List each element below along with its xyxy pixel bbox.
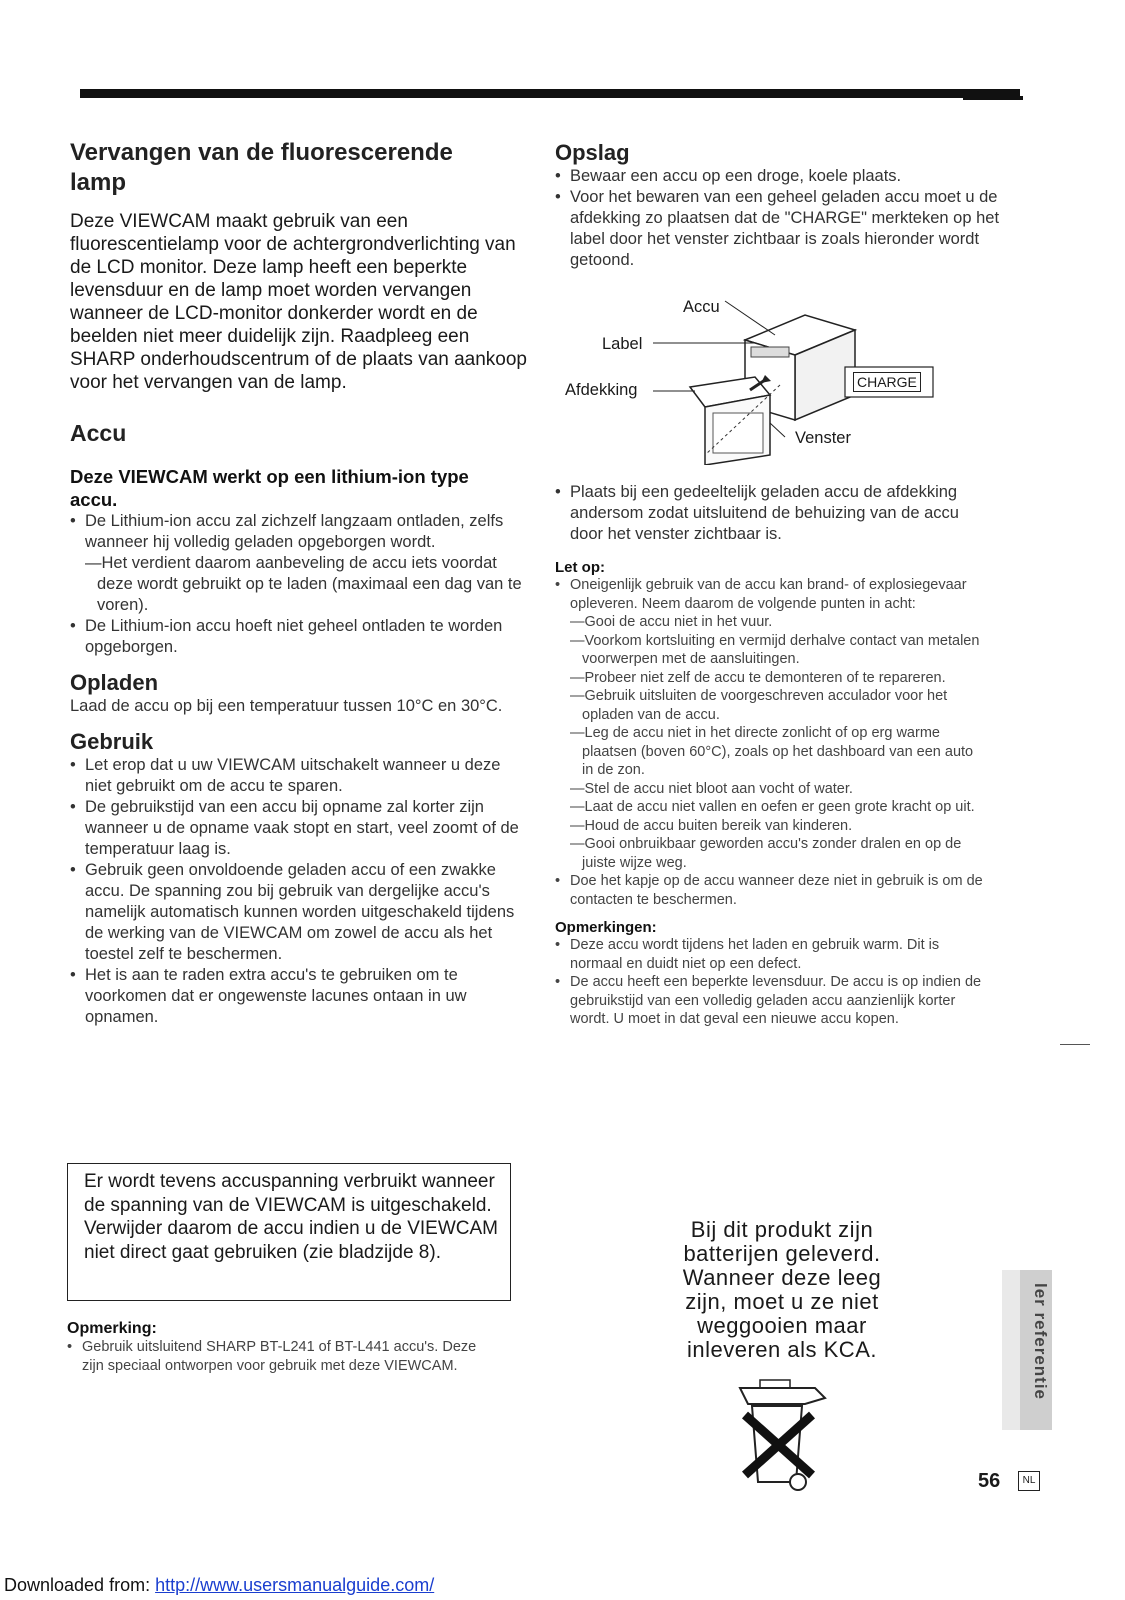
letop-dash: —Leg de accu niet in het directe zonlicht of op erg warme plaatsen (boven 60°C), zoals op het dashboard van een auto in de zon. (570, 725, 974, 778)
lamp-body: Deze VIEWCAM maakt gebruik van een fluorescentielamp voor de achtergrondverlichting van de LCD monitor. Deze lamp heeft een beperkte levensduur en de lamp moet worden vervangen wanneer de LCD-monitor donkerder wordt en de beelden niet meer duidelijk zijn. Raadpleeg een SHARP onderhoudscentrum of de plaats van aankoop voor het vervangen van de lamp. (70, 211, 528, 393)
list-item: • De gebruikstijd van een accu bij opname zal korter zijn wanneer u de opname vaak stopt en start, veel zoomt of de temperatuur laag is. (70, 797, 530, 860)
section-title-gebruik: Gebruik (70, 729, 154, 754)
edge-mark (1060, 1044, 1090, 1045)
list-item: • Gebruik geen onvoldoende geladen accu of een zwakke accu. De spanning zou bij gebruik van dergelijke accu's namelijk automatisch kunnen worden uitgeschakeld tijdens de werking van de VIEWCAM om zowel de accu als het toestel zelf te beschermen. (70, 860, 530, 965)
battery-cover-figure (555, 295, 955, 465)
figure-label-accu: Accu (683, 298, 720, 316)
footer-link[interactable]: http://www.usersmanualguide.com/ (155, 1575, 435, 1595)
letop-dash: —Voorkom kortsluiting en vermijd derhalve contact van metalen voorwerpen met de aansluitingen. (570, 632, 980, 667)
list-item: • Gebruik uitsluitend SHARP BT-L241 of BT-L441 accu's. Deze zijn speciaal ontworpen voor gebruik met deze VIEWCAM. (67, 1338, 497, 1375)
opmerking-block (67, 1320, 497, 1375)
letop-dash: —Laat de accu niet vallen en oefen er geen grote kracht op uit. (570, 799, 975, 815)
list-item: • Plaats bij een gedeeltelijk geladen accu de afdekking andersom zodat uitsluitend de behuizing van de accu door het venster zichtbaar is. (555, 482, 970, 545)
letop-dash: —Probeer niet zelf de accu te demonteren of te repareren. (570, 669, 946, 686)
accu-list (70, 511, 530, 658)
top-rule (80, 89, 1020, 98)
opmerkingen-list (555, 936, 985, 1029)
letop-dash: —Houd de accu buiten bereik van kinderen. (570, 817, 853, 834)
list-item: • Bewaar een accu op een droge, koele plaats. (555, 166, 1015, 187)
list-item: • Voor het bewaren van een geheel geladen accu moet u de afdekking zo plaatsen dat de "CHARGE" merkteken op het label door het venster zichtbaar is zoals hieronder wordt getoond. (555, 187, 1000, 271)
list-item: • De Lithium-ion accu hoeft niet geheel ontladen te worden opgeborgen. (70, 616, 530, 658)
gebruik-list (70, 755, 530, 1028)
accu-subtitle: Deze VIEWCAM werkt op een lithium-ion type accu. (70, 466, 469, 510)
opmerking-title: Opmerking: (67, 1320, 157, 1337)
left-column (70, 138, 530, 1028)
figure-label-venster: Venster (795, 429, 851, 447)
section-title-opslag: Opslag (555, 140, 630, 165)
opslag-list-2 (555, 482, 1015, 545)
right-column-lower (555, 482, 1015, 1029)
opmerkingen-title: Opmerkingen: (555, 919, 657, 936)
list-item: • Het is aan te raden extra accu's te gebruiken om te voorkomen dat er ongewenste lacunes ontaan in uw opnamen. (70, 965, 530, 1028)
letop-list (555, 576, 985, 909)
list-item: • Oneigenlijk gebruik van de accu kan brand- of explosiegevaar opleveren. Neem daarom de volgende punten in acht: —Gooi de accu niet in het vuur. —Voorkom kortsluiting en vermijd derhalve contact van metalen voorwerpen met de aansluitingen. —Probeer niet zelf de accu te demonteren of te repareren. —Gebruik uitsluiten de voorgeschreven acculador voor het opladen van de accu. —Leg de accu niet in het directe zonlicht of op erg warme plaatsen (boven 60°C), zoals op het dashboard van een auto in de zon. —Stel de accu niet bloot aan vocht of water. —Laat de accu niet vallen en oefen er geen grote kracht op uit. —Houd de accu buiten bereik van kinderen. —Gooi onbruikbaar geworden accu's zonder dralen en op de juiste wijze weg. (555, 576, 985, 872)
opslag-list (555, 166, 1015, 271)
list-item: • De accu heeft een beperkte levensduur. De accu is op indien de gebruikstijd van een volledig geladen accu aanzienlijk korter wordt. U moet in dat geval een nieuwe accu kopen. (555, 973, 985, 1029)
kca-notice: Bij dit produkt zijn batterijen geleverd. Wanneer deze leeg zijn, moet u ze niet weggooien maar inleveren als KCA. (682, 1217, 882, 1362)
figure-label-afdekking: Afdekking (565, 381, 638, 399)
note-box: Er wordt tevens accuspanning verbruikt wanneer de spanning van de VIEWCAM is uitgeschakeld. Verwijder daarom de accu indien u de VIEWCAM niet direct gaat gebruiken (zie bladzijde 8). (67, 1163, 511, 1301)
letop-dash: —Stel de accu niet bloot aan vocht of water. (570, 780, 853, 797)
download-footer: Downloaded from: http://www.usersmanualguide.com/ (4, 1575, 435, 1595)
list-item: • Let erop dat u uw VIEWCAM uitschakelt wanneer u deze niet gebruikt om de accu te sparen. (70, 755, 530, 797)
opladen-body: Laad de accu op bij een temperatuur tussen 10°C en 30°C. (70, 697, 503, 715)
right-column (555, 140, 1015, 271)
list-item: • Deze accu wordt tijdens het laden en gebruik warm. Dit is normaal en duidt niet op een defect. (555, 936, 985, 973)
side-tab-label: ler referentie (1031, 1283, 1050, 1400)
list-item: • De Lithium-ion accu zal zichzelf langzaam ontladen, zelfs wanneer hij volledig geladen opgeborgen wordt. —Het verdient daarom aanbeveling de accu iets voordat deze wordt gebruikt op te laden (maximaal een dag van te voren). (70, 511, 530, 616)
accu-sub-note: —Het verdient daarom aanbeveling de accu iets voordat deze wordt gebruikt op te laden (maximaal een dag van te voren). (85, 554, 522, 614)
letop-title: Let op: (555, 559, 605, 576)
figure-label-charge: CHARGE (853, 372, 921, 392)
language-nl-icon: NL (1018, 1471, 1040, 1491)
opmerking-list (67, 1338, 497, 1375)
list-item: • Doe het kapje op de accu wanneer deze niet in gebruik is om de contacten te beschermen. (555, 872, 985, 909)
section-title-accu: Accu (70, 420, 127, 446)
crossed-bin-icon (720, 1370, 850, 1495)
section-title-opladen: Opladen (70, 670, 159, 695)
section-title-lamp: Vervangen van de fluorescerende lamp (70, 139, 453, 196)
page-number: 56 (978, 1470, 1001, 1492)
figure-label-label: Label (602, 335, 643, 353)
letop-dash: —Gooi de accu niet in het vuur. (570, 614, 773, 630)
letop-dash: —Gooi onbruikbaar geworden accu's zonder dralen en op de juiste wijze weg. (570, 836, 962, 871)
letop-dash: —Gebruik uitsluiten de voorgeschreven acculador voor het opladen van de accu. (570, 688, 948, 723)
